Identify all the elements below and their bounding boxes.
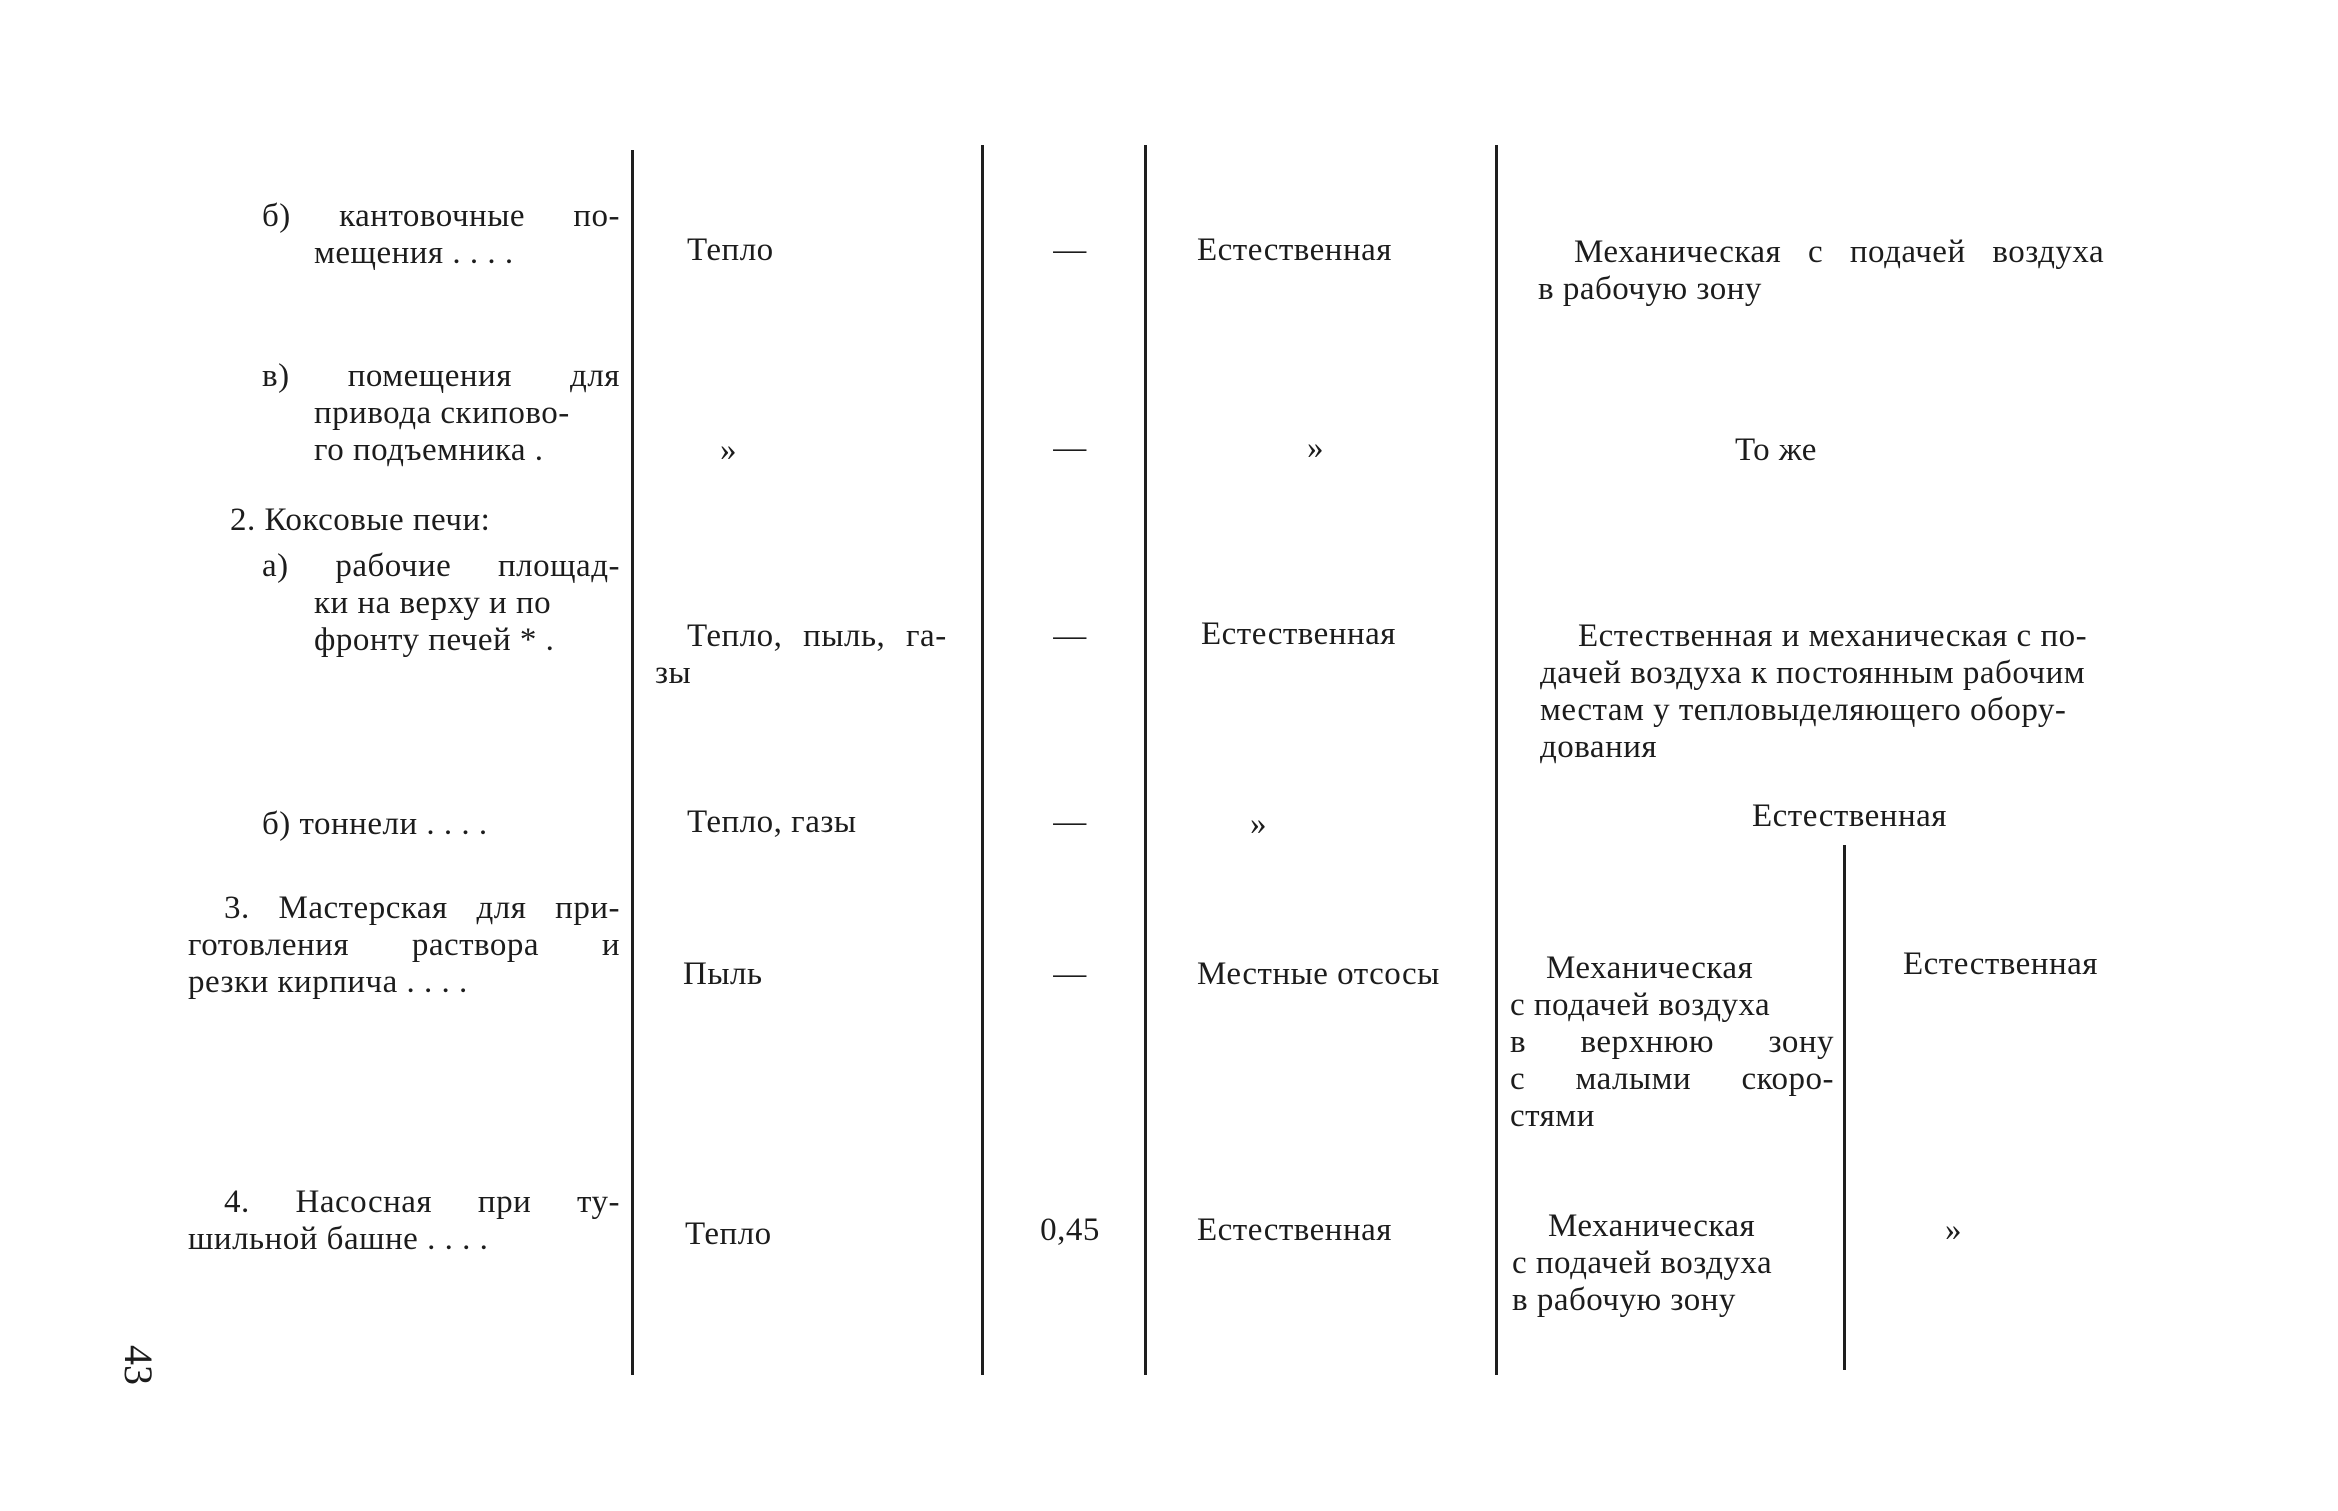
row-3-mechanical-line-2: дачей воздуха к постоянным рабочим (1540, 655, 2086, 691)
row-1-mechanical-line-2: в рабочую зону (1538, 271, 1762, 307)
row-3-ventilation: Естественная (1201, 616, 1396, 652)
row-2-hazard: » (720, 432, 737, 468)
column-rule-3 (1144, 145, 1147, 1375)
row-5-value: — (1053, 956, 1087, 992)
row-4-value: — (1053, 804, 1087, 840)
row-5-mech-left (1510, 950, 1834, 1135)
row-5-name-line-1: 3. Мастерская для при- (224, 890, 620, 926)
row-1-hazard: Тепло (687, 232, 774, 268)
row-3-hazard (655, 618, 971, 692)
row-5-mech-left-line-1: Механическая (1546, 950, 1754, 986)
row-5-name (188, 890, 620, 1001)
row-6-mech-left-line-1: Механическая (1548, 1208, 1756, 1244)
row-3-name-line-2: ки на верху и по (314, 585, 552, 621)
row-4-mechanical: Естественная (1752, 798, 1947, 834)
row-2-name-line-2: привода скипово- (314, 395, 570, 431)
row-3-name-line-3: фронту печей * . (314, 622, 555, 658)
row-1-value: — (1053, 232, 1087, 268)
row-3-mechanical-line-1: Естественная и механическая с по- (1578, 618, 2088, 654)
column-rule-2 (981, 145, 984, 1375)
column-rule-4 (1495, 145, 1498, 1375)
row-3-name-line-1: а) рабочие площад- (262, 548, 620, 584)
page-number: 43 (116, 1345, 161, 1385)
row-2-ventilation: » (1307, 430, 1324, 466)
row-1-mechanical (1538, 234, 2104, 308)
row-4-hazard: Тепло, газы (687, 804, 857, 840)
row-6-mech-left (1512, 1208, 1772, 1319)
row-5-ventilation: Местные отсосы (1197, 956, 1440, 992)
row-5-mech-left-line-3: в верхнюю зону (1510, 1024, 1834, 1060)
row-3-mechanical-line-4: дования (1540, 729, 1658, 765)
row-6-hazard: Тепло (685, 1216, 772, 1252)
row-2-value: — (1053, 430, 1087, 466)
row-5-mech-left-line-5: стями (1510, 1098, 1595, 1134)
row-6-mech-left-line-3: в рабочую зону (1512, 1282, 1736, 1318)
row-1-name-line-1: б) кантовочные по- (262, 198, 620, 234)
row-3-hazard-line-1: Тепло, пыль, га- (687, 618, 947, 654)
column-rule-5 (1843, 845, 1846, 1370)
row-5-mech-right: Естественная (1903, 946, 2098, 982)
row-4-ventilation: » (1250, 806, 1267, 842)
section-title-coke-ovens: 2. Коксовые печи: (230, 502, 491, 538)
row-2-name-line-1: в) помещения для (262, 358, 620, 394)
row-4-name: б) тоннели . . . . (262, 806, 488, 842)
row-5-mech-left-line-4: с малыми скоро- (1510, 1061, 1834, 1097)
row-1-name (262, 198, 620, 272)
row-6-value: 0,45 (1040, 1212, 1100, 1248)
row-5-hazard: Пыль (683, 956, 763, 992)
row-3-hazard-line-2: зы (655, 655, 692, 691)
row-1-ventilation: Естественная (1197, 232, 1392, 268)
row-6-ventilation: Естественная (1197, 1212, 1392, 1248)
row-1-mechanical-line-1: Механическая с подачей воздуха (1574, 234, 2105, 270)
row-3-mechanical-line-3: местам у тепловыделяющего обору- (1540, 692, 2067, 728)
row-2-name-line-3: го подъемника . (314, 432, 544, 468)
row-3-value: — (1053, 618, 1087, 654)
row-3-mechanical (1540, 618, 2087, 766)
row-2-name (262, 358, 620, 469)
row-5-name-line-3: резки кирпича . . . . (188, 964, 468, 1000)
row-6-name-line-1: 4. Насосная при ту- (224, 1184, 620, 1220)
row-6-name-line-2: шильной башне . . . . (188, 1221, 489, 1257)
row-6-mech-left-line-2: с подачей воздуха (1512, 1245, 1773, 1281)
row-5-name-line-2: готовления раствора и (188, 927, 620, 963)
column-rule-1 (631, 150, 634, 1375)
row-5-mech-left-line-2: с подачей воздуха (1510, 987, 1771, 1023)
row-6-mech-right: » (1945, 1212, 1962, 1248)
row-1-name-line-2: мещения . . . . (314, 235, 514, 271)
row-6-name (188, 1184, 620, 1258)
row-2-mechanical: То же (1735, 432, 1817, 468)
row-3-name (262, 548, 620, 659)
